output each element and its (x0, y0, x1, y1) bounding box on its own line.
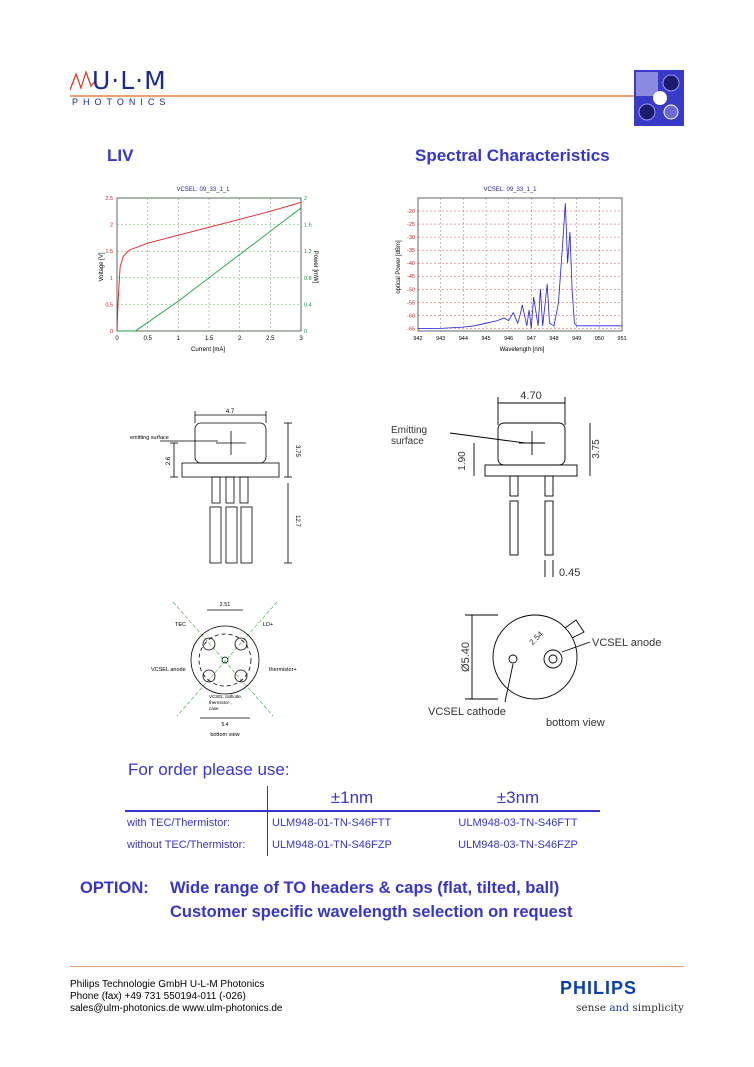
spectral-grid (418, 198, 622, 331)
liv-ylabel-right: Power [mW] (312, 250, 318, 284)
liv-xlabel: Current [mA] (190, 347, 226, 353)
order-table (125, 786, 600, 856)
spectral-y-tick: -20 (407, 209, 415, 216)
right-dim-h2: 3.75 (591, 439, 602, 459)
spectral-y-tick: -40 (407, 261, 415, 268)
liv-x-tick: 1 (176, 336, 181, 342)
slogan-and: and (609, 1002, 630, 1014)
slogan-part-b: simplicity (629, 1002, 684, 1014)
left-dim-side2: 2.6 (166, 456, 172, 466)
footer-phone: Phone (fax) +49 731 550194-011 (-026) (70, 991, 246, 1002)
side-view-drawing-right (385, 385, 625, 585)
liv-x-tick: 2.5 (266, 336, 275, 342)
option-label: OPTION: (80, 879, 149, 897)
spectral-x-tick: 943 (436, 336, 446, 342)
liv-chart-title: VCSEL: 09_33_1_1 (176, 187, 230, 193)
table-row (125, 811, 600, 834)
liv-yr-tick: 1.2 (304, 249, 312, 256)
liv-yr-tick: 0.8 (304, 275, 312, 282)
slogan-part-a: sense (576, 1002, 610, 1014)
liv-yl-tick: 1 (109, 275, 113, 282)
order-header-row (125, 786, 600, 811)
spectral-y-tick: -50 (407, 287, 415, 294)
spectral-ylabel: optical Power [dBm] (396, 240, 402, 294)
footer-links[interactable]: sales@ulm-photonics.de www.ulm-photonics.de (70, 1003, 283, 1014)
order-heading: For order please use: (128, 760, 290, 779)
spectral-y-tick: -35 (407, 248, 415, 255)
rb-anode: VCSEL anode (592, 637, 662, 649)
spectral-y-tick: -45 (407, 274, 415, 281)
liv-yr-tick: 0.4 (304, 302, 312, 309)
ulm-logo (70, 66, 210, 112)
spectral-y-tick: -30 (407, 235, 415, 242)
philips-slogan (576, 1002, 684, 1014)
lb-note1: VCSEL cathode, (209, 694, 243, 699)
spectral-x-tick: 947 (526, 336, 536, 342)
corner-decoration-icon (634, 70, 684, 126)
spectral-x-tick: 945 (481, 336, 491, 342)
footer-contact (70, 979, 282, 1015)
order-row-label: without TEC/Thermistor: (125, 834, 268, 856)
liv-yr-tick: 2 (304, 196, 308, 202)
rb-dim-dia: Ø5.40 (460, 642, 472, 672)
liv-x-tick: 3 (299, 336, 303, 342)
side-view-drawing-left (130, 403, 310, 568)
philips-logo: PHILIPS (560, 978, 638, 998)
footer-rule (70, 966, 684, 967)
footer-company: Philips Technologie GmbH U-L-M Photonics (70, 979, 265, 990)
spectral-chart-title: VCSEL: 09_33_1_1 (483, 187, 537, 193)
spectral-x-tick: 949 (572, 336, 582, 342)
order-part-number: ULM948-01-TN-S46FTT (272, 817, 392, 829)
logo-subtext: PHOTONICS (72, 97, 171, 107)
spectral-y-tick: -25 (407, 222, 415, 229)
spectral-series (418, 203, 622, 328)
right-emit-label-2: surface (391, 436, 424, 447)
table-row (125, 834, 600, 856)
spectral-x-tick: 942 (413, 336, 423, 342)
spectral-x-tick: 950 (594, 336, 604, 342)
spectral-title: Spectral Characteristics (415, 146, 610, 165)
logo-text: U·L·M (92, 66, 167, 95)
liv-chart (95, 183, 325, 355)
liv-x-tick: 1.5 (204, 336, 214, 342)
liv-x-tick: 2 (237, 336, 242, 342)
spectral-xlabel: Wavelength [nm] (499, 347, 545, 353)
bottom-view-drawing-left (145, 596, 305, 742)
liv-yl-tick: 0 (109, 329, 113, 335)
liv-yr-tick: 0 (304, 329, 308, 335)
spectral-line (418, 203, 622, 328)
liv-ylabel-left: Voltage [V] (99, 252, 105, 282)
lb-dim-dia: 5.4 (221, 722, 229, 728)
header-rule (70, 95, 684, 97)
order-row-label: with TEC/Thermistor: (125, 811, 268, 834)
liv-grid (117, 198, 301, 331)
spectral-x-tick: 946 (504, 336, 514, 342)
liv-title: LIV (107, 146, 134, 165)
order-col-3nm: ±3nm (436, 786, 600, 811)
spectral-x-tick: 948 (549, 336, 559, 342)
lb-thermistor: thermistor+ (269, 667, 297, 673)
order-part-number: ULM948-01-TN-S46FZP (272, 839, 392, 851)
left-dim-leads: 12.7 (294, 515, 300, 527)
option-line-1: Wide range of TO headers & caps (flat, tilted, ball) (170, 879, 560, 897)
option-block (80, 876, 573, 924)
spectral-y-tick: -65 (407, 326, 415, 333)
order-part-number: ULM948-03-TN-S46FTT (458, 817, 578, 829)
spectral-frame (418, 198, 622, 331)
liv-yr-tick: 1.6 (304, 222, 312, 229)
liv-x-tick: 0 (115, 336, 119, 342)
left-dim-side1: 3.75 (294, 445, 300, 457)
liv-ticks (105, 196, 311, 342)
order-corner (125, 786, 268, 811)
rb-caption: bottom view (546, 717, 605, 729)
liv-x-tick: 0.5 (143, 336, 152, 342)
lb-caption: bottom view (210, 732, 240, 738)
liv-yl-tick: 1.5 (105, 249, 113, 256)
liv-yl-tick: 2 (109, 222, 113, 229)
left-dim-top: 4.7 (225, 409, 235, 415)
left-emit-label: emitting surface (130, 435, 169, 441)
liv-yl-tick: 0.5 (105, 302, 113, 309)
rb-dim-pitch: 2.54 (527, 629, 545, 647)
rb-cathode: VCSEL cathode (428, 706, 506, 718)
order-col-1nm: ±1nm (268, 786, 437, 811)
lb-note2: thermistor-, (209, 700, 232, 705)
lb-note3: case (209, 706, 219, 711)
lb-vcsel-anode: VCSEL anode (151, 667, 186, 673)
right-emit-label-1: Emitting (391, 425, 428, 436)
bottom-view-drawing-right (420, 602, 670, 730)
spectral-chart (392, 183, 632, 355)
right-dim-lead: 0.45 (559, 567, 581, 579)
right-dim-top: 4.70 (520, 390, 542, 402)
spectral-y-tick: -55 (407, 300, 415, 307)
spectral-x-tick: 951 (617, 336, 627, 342)
liv-yl-tick: 2.5 (105, 196, 113, 202)
option-line-2: Customer specific wavelength selection on request (170, 903, 573, 921)
lb-ld: LD+ (263, 622, 274, 628)
lb-tec: TEC (175, 622, 186, 628)
spectral-y-tick: -60 (407, 313, 415, 320)
right-dim-h: 1.90 (457, 451, 468, 471)
spectral-x-tick: 944 (458, 336, 468, 342)
order-part-number: ULM948-03-TN-S46FZP (458, 839, 578, 851)
lb-dim: 2.51 (219, 602, 231, 608)
